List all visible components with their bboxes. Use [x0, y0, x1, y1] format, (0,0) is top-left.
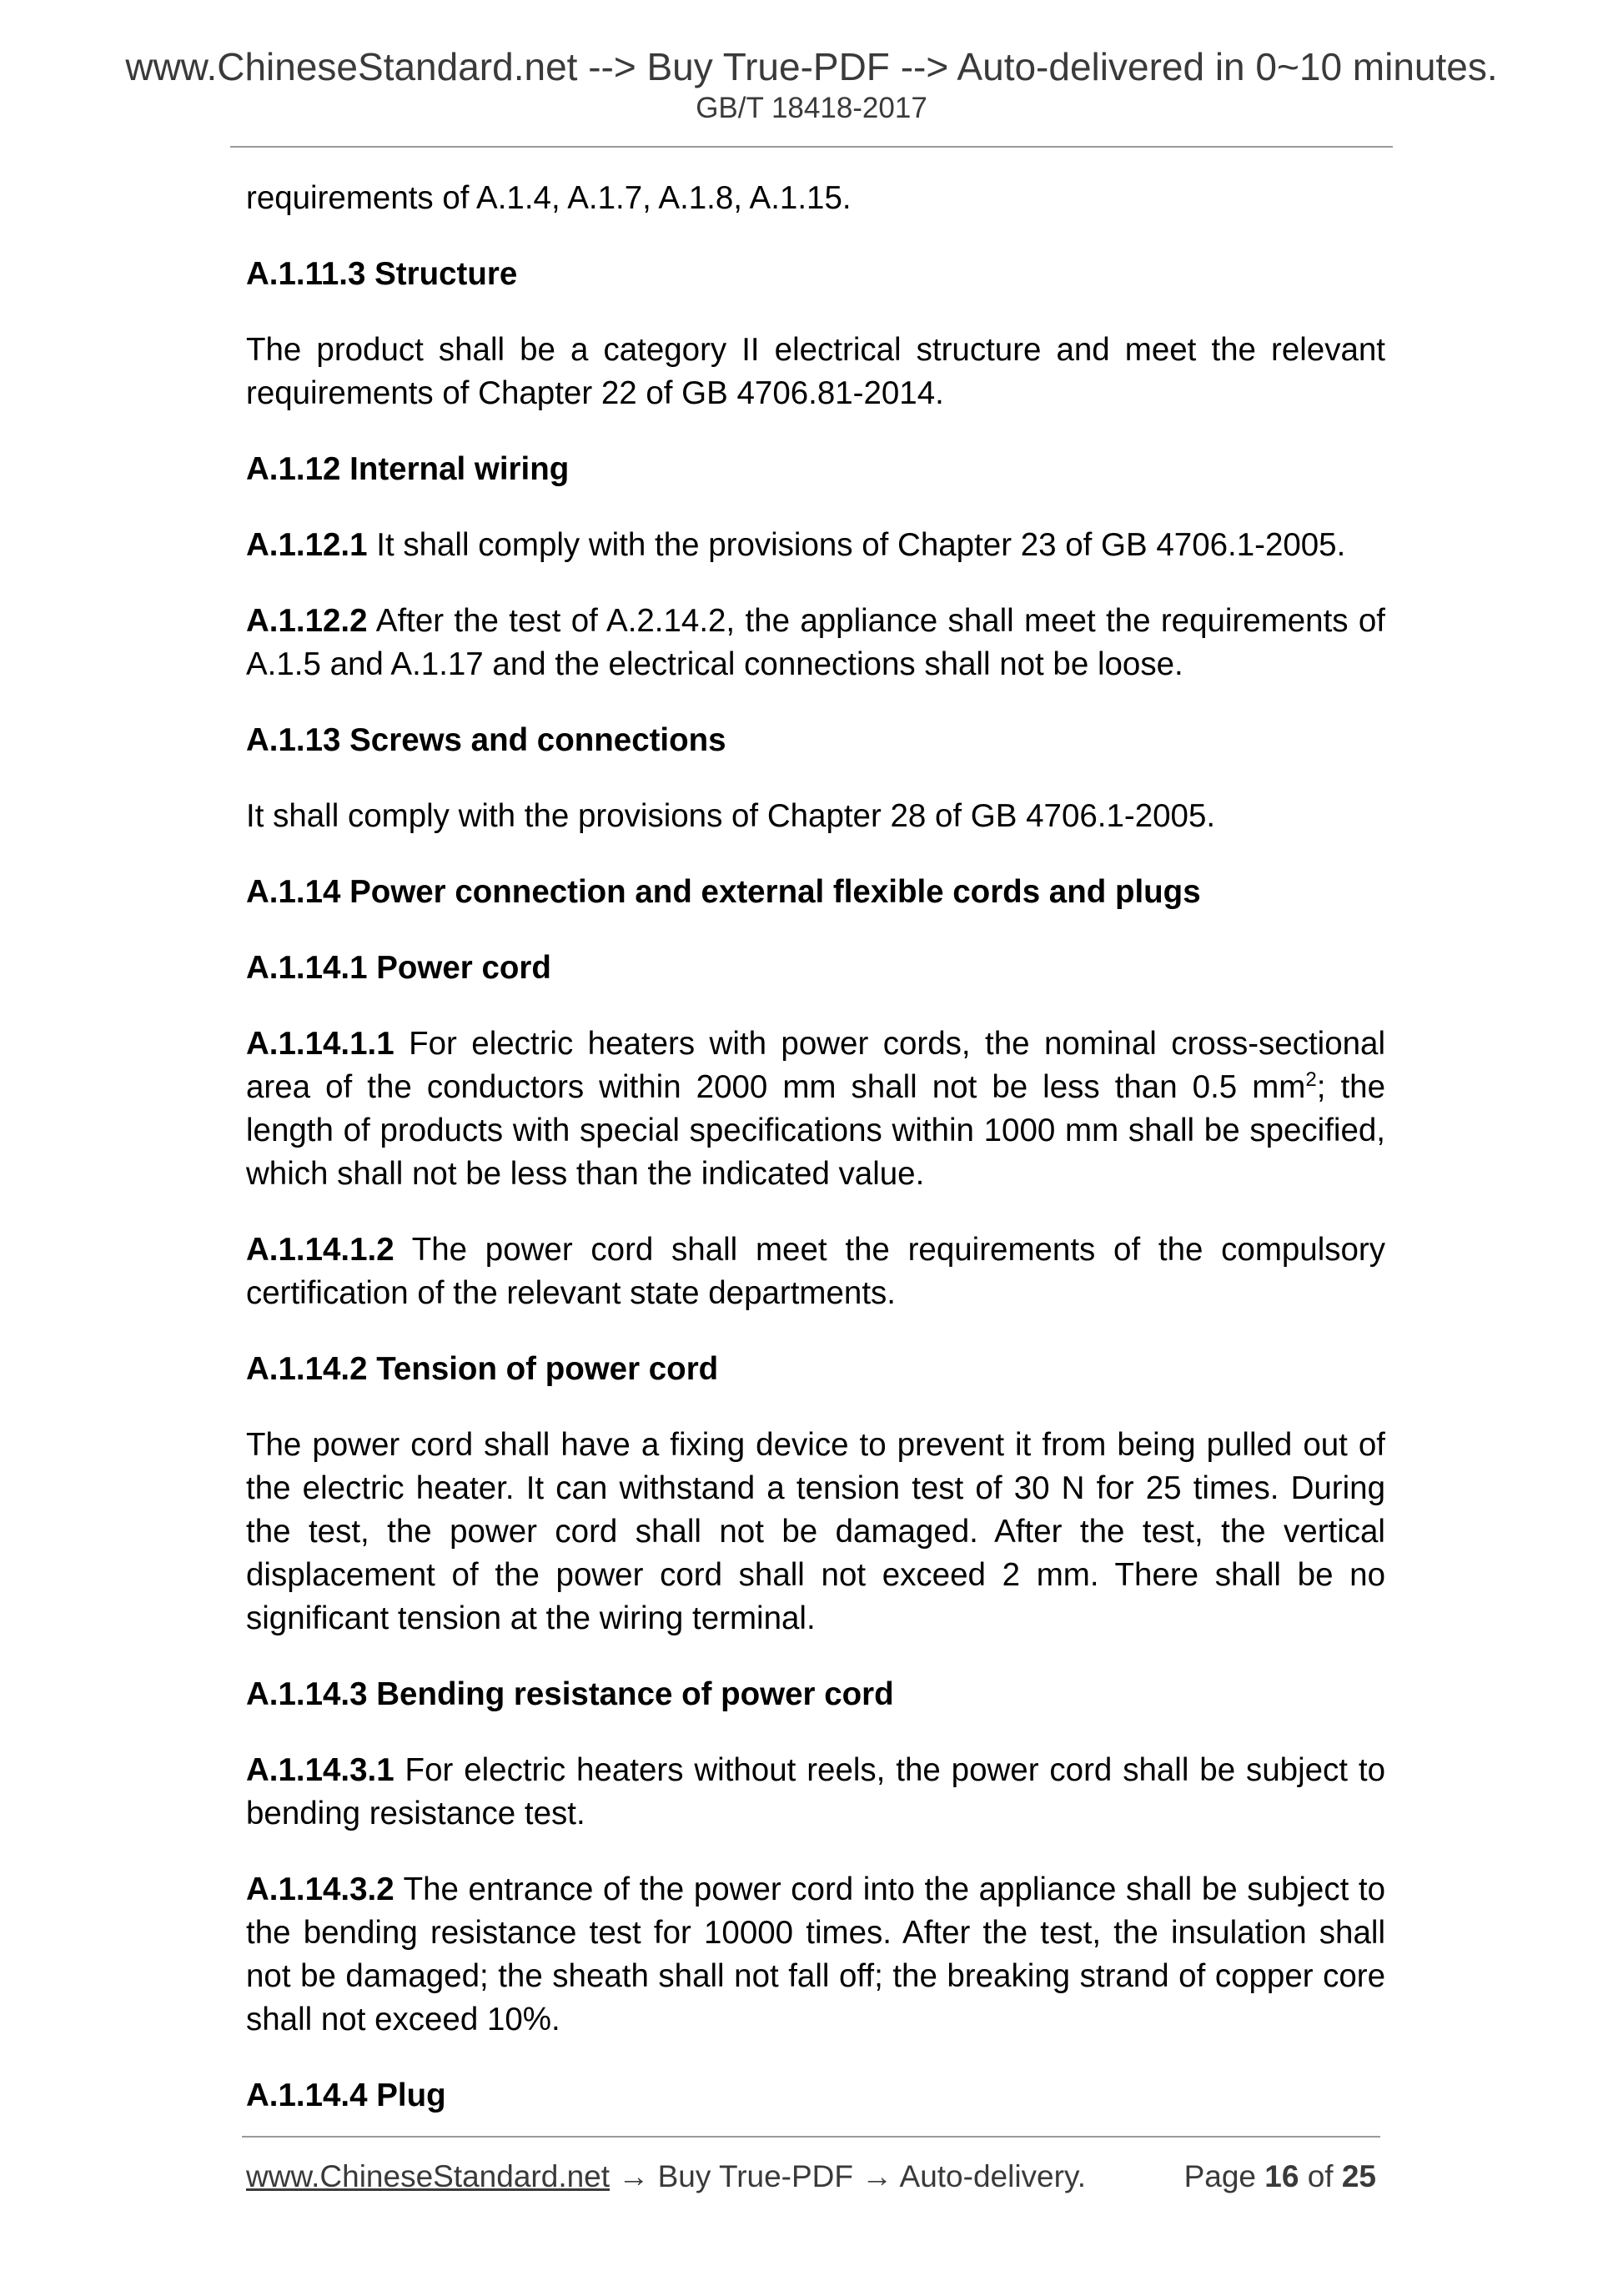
clause-number: A.1.12.1 [246, 527, 368, 563]
heading-a1141: A.1.14.1 Power cord [246, 950, 551, 986]
paragraph-a1142: The power cord shall have a fixing device to prevent it from being pulled out of the electric heater. It can withstand a tension test of 30 N for 25 times. During the test, the power cord shall not be damaged. After the test, the vertical displacement of the power cord shall not exceed 2 mm. There shall be no significant tension at the wiring terminal. [246, 1427, 1385, 1636]
footer-site-link[interactable]: www.ChineseStandard.net [246, 2159, 611, 2193]
footer-left [246, 2157, 1086, 2197]
clause-text-cont: ; the length of products with special specifications within 1000 mm shall be specified, which shall not be less than the indicated value. [246, 1069, 1385, 1192]
page-word: Page [1183, 2159, 1256, 2193]
clause-text: The power cord shall meet the requirements of the compulsory certification of the relevant state departments. [246, 1232, 1385, 1311]
heading-a114: A.1.14 Power connection and external flexible cords and plugs [246, 874, 1201, 910]
header-divider [230, 146, 1393, 148]
paragraph-a113: It shall comply with the provisions of Chapter 28 of GB 4706.1-2005. [246, 798, 1216, 834]
clause-a11411 [246, 1022, 1385, 1196]
clause-a1122 [246, 600, 1385, 686]
standard-number: GB/T 18418-2017 [696, 92, 927, 124]
clause-a11412 [246, 1228, 1385, 1315]
clause-number: A.1.14.3.1 [246, 1752, 394, 1788]
superscript: 2 [1305, 1068, 1317, 1092]
page-current: 16 [1264, 2159, 1299, 2193]
heading-a112: A.1.12 Internal wiring [246, 451, 570, 487]
paragraph-a1113: The product shall be a category II electrical structure and meet the relevant requirements of Chapter 22 of GB 4706.81-2014. [246, 332, 1385, 411]
of-word: of [1307, 2159, 1334, 2193]
footer-tagline: → Buy True-PDF → Auto-delivery. [610, 2159, 1086, 2193]
document-body [246, 177, 1385, 2150]
clause-text: The entrance of the power cord into the appliance shall be subject to the bending resistance test for 10000 times. After the test, the insulation shall not be damaged; the sheath shall not fall off; the breaking strand of copper core shall not exceed 10%. [246, 1871, 1385, 2037]
page-indicator [1184, 2157, 1376, 2197]
clause-text: For electric heaters without reels, the power cord shall be subject to bending resistance test. [246, 1752, 1385, 1831]
clause-a11431 [246, 1749, 1385, 1836]
clause-text: It shall comply with the provisions of Chapter 23 of GB 4706.1-2005. [367, 527, 1346, 563]
heading-a1144: A.1.14.4 Plug [246, 2077, 446, 2113]
footer-divider [242, 2136, 1380, 2138]
heading-a1143: A.1.14.3 Bending resistance of power cord [246, 1676, 894, 1712]
clause-number: A.1.14.1.2 [246, 1232, 394, 1268]
header-banner: www.ChineseStandard.net --> Buy True-PDF --> Auto-delivered in 0~10 minutes. [125, 45, 1498, 88]
heading-a1113: A.1.11.3 Structure [246, 256, 518, 292]
clause-number: A.1.14.1.1 [246, 1026, 394, 1062]
clause-number: A.1.14.3.2 [246, 1871, 394, 1907]
heading-a1142: A.1.14.2 Tension of power cord [246, 1351, 719, 1387]
clause-number: A.1.12.2 [246, 603, 368, 639]
clause-text: For electric heaters with power cords, the nominal cross-sectional area of the conductors within 2000 mm shall not be less than 0.5 mm [246, 1026, 1385, 1105]
clause-a11432 [246, 1868, 1385, 2042]
paragraph-continuation: requirements of A.1.4, A.1.7, A.1.8, A.1.15. [246, 180, 852, 216]
page-total: 25 [1341, 2159, 1376, 2193]
heading-a113: A.1.13 Screws and connections [246, 722, 726, 758]
clause-a1121 [246, 524, 1385, 567]
clause-text: After the test of A.2.14.2, the appliance shall meet the requirements of A.1.5 and A.1.17 and the electrical connections shall not be loose. [246, 603, 1385, 682]
